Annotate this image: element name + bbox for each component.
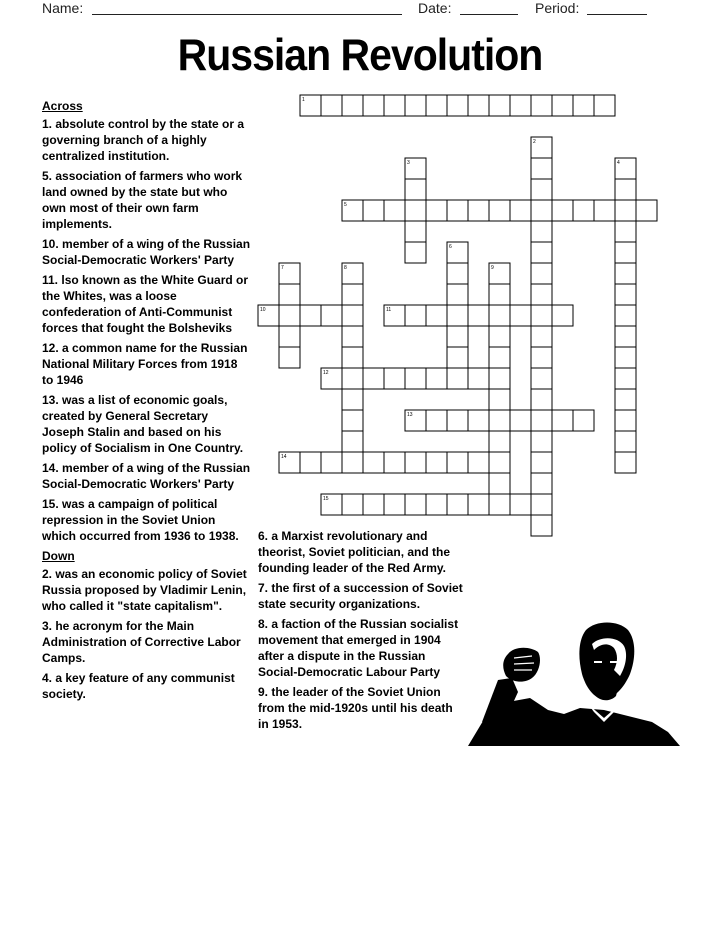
grid-cell[interactable]: [489, 473, 510, 494]
grid-cell[interactable]: [489, 452, 510, 473]
grid-cell[interactable]: [405, 494, 426, 515]
grid-cell[interactable]: [531, 284, 552, 305]
grid-cell[interactable]: [615, 263, 636, 284]
clue-across-12: 12. a common name for the Russian National Military Forces from 1918 to 1946: [42, 341, 248, 387]
grid-cell[interactable]: [447, 347, 468, 368]
grid-cell[interactable]: [468, 410, 489, 431]
grid-cell[interactable]: [279, 347, 300, 368]
grid-cell[interactable]: [405, 452, 426, 473]
grid-cell[interactable]: [489, 431, 510, 452]
clue-across-13: 13. was a list of economic goals, created by General Secretary Joseph Stalin and based on his policy of Socialism in One Country.: [42, 393, 244, 455]
grid-cell[interactable]: [405, 179, 426, 200]
grid-cell[interactable]: [426, 200, 447, 221]
grid-cell[interactable]: [300, 305, 321, 326]
grid-cell[interactable]: [594, 95, 615, 116]
grid-cell[interactable]: [342, 326, 363, 347]
grid-cell[interactable]: [447, 452, 468, 473]
worksheet-header: [42, 0, 662, 18]
grid-cell-number: 9: [491, 265, 494, 271]
down-heading: Down: [42, 549, 75, 563]
clue-across-15: 15. was a campaign of political repression in the Soviet Union which occurred from 1936 to 1938.: [42, 497, 239, 543]
grid-cell[interactable]: [531, 158, 552, 179]
clue-across-14: 14. member of a wing of the Russian Social-Democratic Workers' Party: [42, 461, 251, 491]
grid-cell-number: 7: [281, 265, 284, 271]
date-blank-line[interactable]: [460, 14, 518, 15]
grid-cell[interactable]: [405, 158, 426, 179]
clue-down-4: 4. a key feature of any communist society.: [42, 671, 235, 701]
grid-cell[interactable]: [510, 410, 531, 431]
grid-cell[interactable]: [447, 410, 468, 431]
grid-cell[interactable]: [342, 389, 363, 410]
grid-cell[interactable]: [531, 452, 552, 473]
grid-cell[interactable]: [405, 368, 426, 389]
grid-cell[interactable]: [615, 221, 636, 242]
grid-cell[interactable]: [615, 284, 636, 305]
clue-across-1: 1. absolute control by the state or a governing branch of a highly centralized institution.: [42, 117, 245, 163]
grid-cell[interactable]: [531, 515, 552, 536]
clues-left-column: [42, 98, 252, 706]
grid-cell[interactable]: [279, 326, 300, 347]
grid-cell[interactable]: [489, 95, 510, 116]
grid-cell[interactable]: [531, 347, 552, 368]
grid-cell[interactable]: [468, 200, 489, 221]
grid-cell[interactable]: [489, 305, 510, 326]
grid-cell[interactable]: [615, 347, 636, 368]
grid-cell[interactable]: [510, 494, 531, 515]
grid-cell[interactable]: [405, 242, 426, 263]
grid-cell[interactable]: [342, 452, 363, 473]
grid-cell[interactable]: [447, 284, 468, 305]
grid-cell[interactable]: [363, 368, 384, 389]
grid-cell[interactable]: [405, 95, 426, 116]
grid-cell-number: 3: [407, 160, 410, 166]
grid-cell[interactable]: [279, 305, 300, 326]
grid-cell[interactable]: [426, 305, 447, 326]
grid-cell[interactable]: [510, 200, 531, 221]
grid-cell[interactable]: [363, 95, 384, 116]
grid-cell[interactable]: [342, 431, 363, 452]
grid-cell[interactable]: [573, 200, 594, 221]
grid-cell-number: 12: [323, 370, 329, 376]
grid-cell[interactable]: [531, 431, 552, 452]
name-blank-line[interactable]: [92, 14, 402, 15]
grid-cell[interactable]: [489, 263, 510, 284]
grid-cell[interactable]: [321, 95, 342, 116]
grid-cell[interactable]: [531, 473, 552, 494]
grid-cell[interactable]: [615, 431, 636, 452]
grid-cell[interactable]: [489, 410, 510, 431]
grid-cell[interactable]: [615, 389, 636, 410]
page-title: Russian Revolution: [177, 30, 543, 80]
grid-cell[interactable]: [636, 200, 657, 221]
grid-cell[interactable]: [426, 410, 447, 431]
grid-cell[interactable]: [531, 137, 552, 158]
grid-cell[interactable]: [279, 452, 300, 473]
grid-cell[interactable]: [573, 410, 594, 431]
grid-cell[interactable]: [489, 389, 510, 410]
grid-cell[interactable]: [615, 410, 636, 431]
grid-cell-number: 2: [533, 139, 536, 145]
grid-cell[interactable]: [468, 305, 489, 326]
grid-cell[interactable]: [489, 368, 510, 389]
grid-cell[interactable]: [531, 242, 552, 263]
grid-cell[interactable]: [552, 305, 573, 326]
grid-cell[interactable]: [615, 158, 636, 179]
clue-down-2: 2. was an economic policy of Soviet Russia proposed by Vladimir Lenin, who called it "state capitalism".: [42, 567, 247, 613]
clue-down-3: 3. he acronym for the Main Administration of Corrective Labor Camps.: [42, 619, 241, 665]
grid-cell[interactable]: [615, 452, 636, 473]
grid-cell[interactable]: [405, 410, 426, 431]
date-label: Date:: [418, 0, 452, 16]
grid-cell[interactable]: [342, 305, 363, 326]
clue-down-8: 8. a faction of the Russian socialist movement that emerged in 1904 after a dispute in the Russian Social-Democratic Labour Party: [258, 617, 459, 679]
grid-cell[interactable]: [531, 326, 552, 347]
grid-cell[interactable]: [468, 494, 489, 515]
grid-cell[interactable]: [342, 200, 363, 221]
clue-down-9: 9. the leader of the Soviet Union from the mid-1920s until his death in 1953.: [258, 685, 453, 731]
grid-cell[interactable]: [384, 452, 405, 473]
grid-cell[interactable]: [363, 200, 384, 221]
grid-cell[interactable]: [258, 305, 279, 326]
grid-cell-number: 6: [449, 244, 452, 250]
grid-cell[interactable]: [468, 95, 489, 116]
grid-cell[interactable]: [426, 494, 447, 515]
lenin-portrait-icon: [468, 618, 680, 750]
grid-cell[interactable]: [531, 179, 552, 200]
grid-cell[interactable]: [447, 95, 468, 116]
clue-across-5: 5. association of farmers who work land owned by the state but who own most of their own farm implements.: [42, 169, 243, 231]
grid-cell[interactable]: [615, 326, 636, 347]
grid-cell[interactable]: [531, 368, 552, 389]
grid-cell[interactable]: [447, 326, 468, 347]
grid-cell[interactable]: [300, 95, 321, 116]
grid-cell[interactable]: [531, 200, 552, 221]
grid-cell[interactable]: [531, 221, 552, 242]
name-label: Name:: [42, 0, 84, 16]
grid-cell-number: 8: [344, 265, 347, 271]
grid-cell[interactable]: [531, 305, 552, 326]
grid-cell[interactable]: [594, 200, 615, 221]
grid-cell[interactable]: [342, 95, 363, 116]
grid-cell[interactable]: [615, 200, 636, 221]
grid-cell[interactable]: [615, 368, 636, 389]
grid-cell[interactable]: [321, 305, 342, 326]
grid-cell[interactable]: [468, 452, 489, 473]
grid-cell[interactable]: [321, 494, 342, 515]
period-blank-line[interactable]: [587, 14, 647, 15]
grid-cell[interactable]: [615, 305, 636, 326]
grid-cell[interactable]: [531, 389, 552, 410]
grid-cell[interactable]: [531, 95, 552, 116]
grid-cell[interactable]: [531, 263, 552, 284]
grid-cell[interactable]: [342, 263, 363, 284]
grid-cell[interactable]: [384, 494, 405, 515]
grid-cell[interactable]: [447, 305, 468, 326]
grid-cell[interactable]: [468, 368, 489, 389]
grid-cell[interactable]: [384, 200, 405, 221]
grid-cell[interactable]: [342, 410, 363, 431]
grid-cell[interactable]: [426, 95, 447, 116]
grid-cell[interactable]: [489, 494, 510, 515]
grid-cell[interactable]: [342, 368, 363, 389]
grid-cell-number: 13: [407, 412, 413, 418]
grid-cell[interactable]: [489, 200, 510, 221]
grid-cell-number: 11: [386, 307, 392, 313]
grid-cell[interactable]: [447, 368, 468, 389]
grid-cell[interactable]: [615, 179, 636, 200]
clue-across-10: 10. member of a wing of the Russian Social-Democratic Workers' Party: [42, 237, 251, 267]
clues-right-column: [258, 528, 466, 736]
grid-cell[interactable]: [426, 368, 447, 389]
grid-cell[interactable]: [426, 452, 447, 473]
grid-cell-number: 14: [281, 454, 287, 460]
grid-cell[interactable]: [552, 200, 573, 221]
grid-cell-number: 4: [617, 160, 620, 166]
grid-cell[interactable]: [363, 452, 384, 473]
grid-cell[interactable]: [573, 95, 594, 116]
grid-cell[interactable]: [405, 221, 426, 242]
clue-across-11: 11. lso known as the White Guard or the Whites, was a loose confederation of Anti-Communist forces that fought the Bolsheviks: [42, 273, 249, 335]
grid-cell[interactable]: [489, 326, 510, 347]
grid-cell[interactable]: [510, 95, 531, 116]
grid-cell[interactable]: [552, 95, 573, 116]
grid-cell[interactable]: [342, 494, 363, 515]
grid-cell[interactable]: [405, 305, 426, 326]
grid-cell[interactable]: [321, 368, 342, 389]
grid-cell[interactable]: [405, 200, 426, 221]
grid-cell[interactable]: [531, 410, 552, 431]
grid-cell[interactable]: [321, 452, 342, 473]
grid-cell[interactable]: [342, 347, 363, 368]
grid-cell[interactable]: [384, 368, 405, 389]
grid-cell[interactable]: [552, 410, 573, 431]
period-label: Period:: [535, 0, 580, 16]
grid-cell[interactable]: [279, 263, 300, 284]
grid-cell[interactable]: [447, 494, 468, 515]
across-heading: Across: [42, 99, 83, 113]
grid-cell[interactable]: [447, 263, 468, 284]
grid-cell-number: 1: [302, 97, 305, 103]
grid-cell[interactable]: [384, 95, 405, 116]
grid-cell[interactable]: [363, 494, 384, 515]
grid-cell[interactable]: [279, 284, 300, 305]
grid-cell-number: 10: [260, 307, 266, 313]
grid-cell[interactable]: [384, 305, 405, 326]
grid-cell[interactable]: [510, 305, 531, 326]
grid-cell-number: 5: [344, 202, 347, 208]
grid-cell[interactable]: [300, 452, 321, 473]
grid-cell[interactable]: [447, 242, 468, 263]
clue-down-6: 6. a Marxist revolutionary and theorist, Soviet politician, and the founding leader of the Red Army.: [258, 529, 451, 575]
grid-cell[interactable]: [615, 242, 636, 263]
grid-cell[interactable]: [489, 347, 510, 368]
clue-down-7: 7. the first of a succession of Soviet state security organizations.: [258, 581, 463, 611]
grid-cell[interactable]: [531, 494, 552, 515]
grid-cell-number: 15: [323, 496, 329, 502]
grid-cell[interactable]: [342, 284, 363, 305]
grid-cell[interactable]: [447, 200, 468, 221]
grid-cell[interactable]: [489, 284, 510, 305]
